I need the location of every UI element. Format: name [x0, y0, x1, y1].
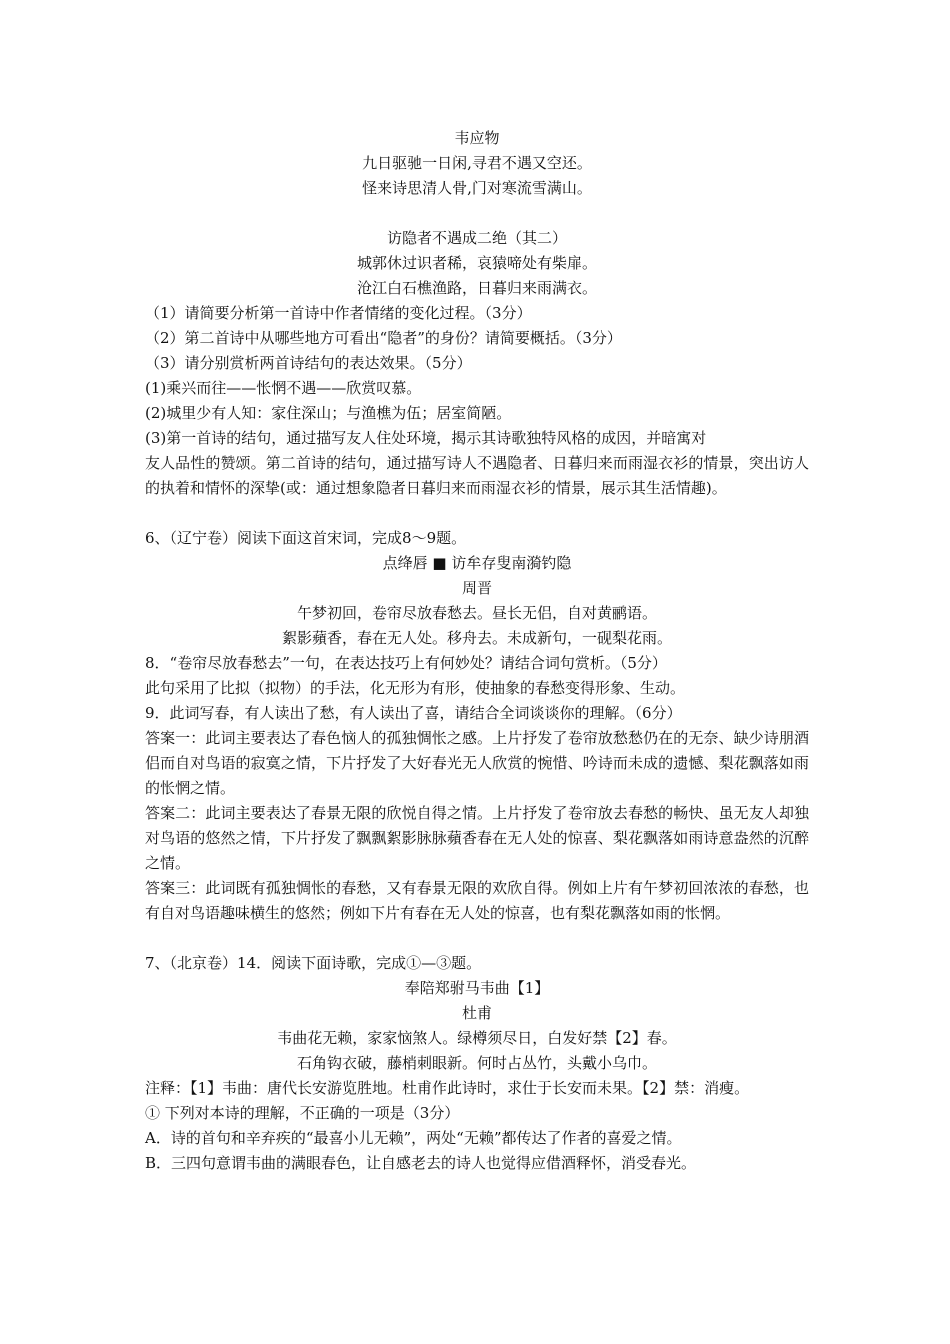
answer: (1)乘兴而往——怅惘不遇——欣赏叹慕。 [145, 379, 422, 397]
question: （1）请简要分析第一首诗中作者情绪的变化过程。（3分） [145, 304, 532, 322]
answer: (2)城里少有人知：家住深山；与渔樵为伍；居室简陋。 [145, 404, 512, 422]
answer: (3)第一首诗的结句，通过描写友人住处环境，揭示其诗歌独特风格的成因，并暗寓对 [145, 429, 707, 447]
answer-paragraph: 答案一：此词主要表达了春色恼人的孤独惆怅之感。上片抒发了卷帘放愁愁仍在的无奈、缺少诗朋酒侣而自对鸟语的寂寞之情，下片抒发了大好春光无人欣赏的惋惜、吟诗而未成的遗憾、梨花飘落如雨的怅惘之情。 [145, 729, 809, 797]
poem-line: 沧江白石樵渔路，日暮归来雨满衣。 [356, 279, 597, 297]
poem-title: 点绛唇 ■ 访牟存叟南漪钓隐 [382, 554, 572, 572]
poem-line: 韦曲花无赖，家家恼煞人。绿樽须尽日，白发好禁【2】春。 [277, 1029, 677, 1047]
option-a: A．诗的首句和辛弃疾的“最喜小儿无赖”，两处“无赖”都传达了作者的喜爱之情。 [145, 1129, 682, 1147]
spacer [145, 201, 809, 226]
answer-paragraph: 答案二：此词主要表达了春景无限的欣悦自得之情。上片抒发了卷帘放去春愁的畅快、虽无友人却独对鸟语的悠然之情，下片抒发了飘飘絮影脉脉蘋香春在无人处的惊喜、梨花飘落如雨诗意盎然的沉醉之情。 [145, 804, 809, 872]
answer-paragraph: 答案三：此词既有孤独惆怅的春愁，又有春景无限的欢欣自得。例如上片有午梦初回浓浓的春愁，也有自对鸟语趣味横生的悠然；例如下片有春在无人处的惊喜，也有梨花飘落如雨的怅惘。 [145, 879, 809, 922]
poem-line: 石角钩衣破，藤梢刺眼新。何时占丛竹，头戴小乌巾。 [296, 1054, 657, 1072]
question: （2）第二首诗中从哪些地方可看出“隐者”的身份？请简要概括。（3分） [145, 329, 622, 347]
answer-paragraph: 友人品性的赞颂。第二首诗的结句，通过描写诗人不遇隐者、日暮归来而雨湿衣衫的情景，突出访人的执着和情怀的深挚(或：通过想象隐者日暮归来而雨湿衣衫的情景，展示其生活情趣)。 [145, 454, 809, 497]
question: 9．此词写春，有人读出了愁，有人读出了喜，请结合全词谈谈你的理解。（6分） [145, 704, 682, 722]
option-b: B．三四句意谓韦曲的满眼春色，让自感老去的诗人也觉得应借酒释怀，消受春光。 [145, 1154, 697, 1172]
poem-line: 怪来诗思清人骨,门对寒流雪满山。 [362, 179, 592, 197]
poem-line: 九日驱驰一日闲,寻君不遇又空还。 [362, 154, 592, 172]
question: （3）请分别赏析两首诗结句的表达效果。（5分） [145, 354, 472, 372]
spacer [145, 926, 809, 951]
poem-author: 杜甫 [461, 1004, 492, 1022]
section-heading: 6、（辽宁卷）阅读下面这首宋词，完成8～9题。 [145, 529, 467, 547]
question: 8．“卷帘尽放春愁去”一句，在表达技巧上有何妙处？请结合词句赏析。（5分） [145, 654, 667, 672]
poem-line: 午梦初回，卷帘尽放春愁去。昼长无侣，自对黄鹂语。 [296, 604, 657, 622]
poem-line: 絮影蘋香，春在无人处。移舟去。未成新句，一砚梨花雨。 [281, 629, 672, 647]
section-heading: 7、（北京卷）14．阅读下面诗歌，完成①—③题。 [145, 954, 482, 972]
poem-author: 韦应物 [454, 129, 500, 147]
question: ① 下列对本诗的理解，不正确的一项是（3分） [145, 1104, 460, 1122]
poem-title: 访隐者不遇成二绝（其二） [386, 229, 567, 247]
answer: 此句采用了比拟（拟物）的手法，化无形为有形，使抽象的春愁变得形象、生动。 [145, 679, 686, 697]
poem-author: 周晋 [461, 579, 492, 597]
spacer [145, 501, 809, 526]
annotation-note: 注释：【1】韦曲：唐代长安游览胜地。杜甫作此诗时，求仕于长安而未果。【2】禁：消瘦。 [145, 1079, 750, 1097]
poem-title: 奉陪郑驸马韦曲【1】 [404, 979, 550, 997]
document-page [145, 126, 809, 1176]
poem-line: 城郭休过识者稀，哀猿啼处有柴扉。 [356, 254, 597, 272]
